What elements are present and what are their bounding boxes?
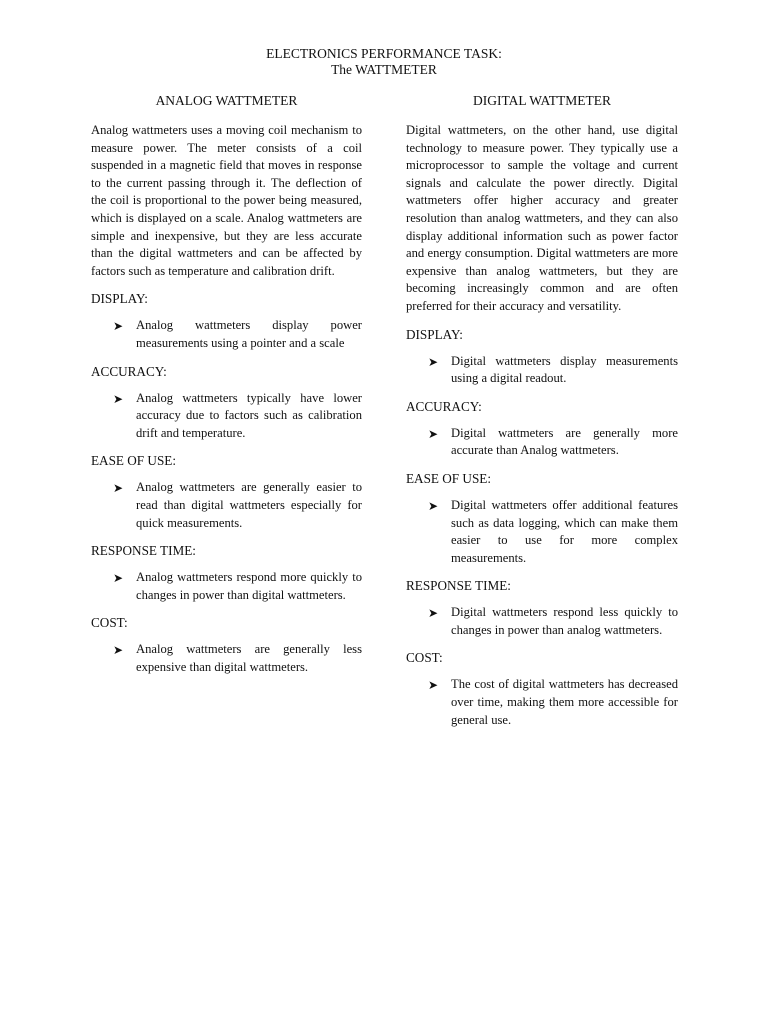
analog-accuracy-text: Analog wattmeters typically have lower accuracy due to factors such as calibration drift and temperature. xyxy=(136,390,362,440)
digital-heading: DIGITAL WATTMETER xyxy=(472,93,612,108)
analog-display-text: Analog wattmeters display power measurements using a pointer and a scale xyxy=(136,318,362,350)
analog-ease-text: Analog wattmeters are generally easier to read than digital wattmeters especially for quick measurements. xyxy=(136,480,362,530)
analog-column xyxy=(91,93,362,686)
digital-response-bullet xyxy=(406,604,678,639)
digital-ease-label: EASE OF USE: xyxy=(406,470,491,486)
analog-heading: ANALOG WATTMETER xyxy=(155,93,298,108)
digital-intro: Digital wattmeters, on the other hand, use digital technology to measure power. They typically use a microprocessor to sample the voltage and current signals and calculate the power directly. Digital wattmeters offer higher accuracy and greater resolution than analog wattmeters, and they can also display additional information such as power factor and energy consumption. Digital wattmeters are more expensive than analog wattmeters, but they are becoming increasingly common and are often preferred for their accuracy and versatility. xyxy=(406,123,678,313)
bullet-arrow-icon: ➤ xyxy=(113,643,124,658)
digital-response-label: RESPONSE TIME: xyxy=(406,578,511,594)
analog-response-text: Analog wattmeters respond more quickly to changes in power than digital wattmeters. xyxy=(136,570,362,602)
bullet-arrow-icon: ➤ xyxy=(113,391,124,406)
digital-cost-bullet xyxy=(406,676,678,729)
digital-accuracy-text: Digital wattmeters are generally more accurate than Analog wattmeters. xyxy=(451,425,678,458)
analog-cost-bullet xyxy=(91,641,362,676)
title-line-1: ELECTRONICS PERFORMANCE TASK: xyxy=(266,46,502,61)
digital-accuracy-label: ACCURACY: xyxy=(406,398,482,414)
digital-ease-text: Digital wattmeters offer additional features such as data logging, which can make them easier to use for more complex measurements. xyxy=(451,497,678,565)
analog-cost-text: Analog wattmeters are generally less expensive than digital wattmeters. xyxy=(136,642,362,674)
bullet-arrow-icon: ➤ xyxy=(428,426,439,441)
analog-accuracy-label: ACCURACY: xyxy=(91,363,167,379)
digital-display-text: Digital wattmeters display measurements using a digital readout. xyxy=(451,353,678,386)
analog-ease-bullet xyxy=(91,479,362,532)
bullet-arrow-icon: ➤ xyxy=(428,498,439,513)
bullet-arrow-icon: ➤ xyxy=(113,571,124,586)
analog-response-label: RESPONSE TIME: xyxy=(91,543,196,559)
document-title xyxy=(0,46,768,78)
analog-ease-label: EASE OF USE: xyxy=(91,453,176,469)
digital-ease-bullet xyxy=(406,497,678,567)
bullet-arrow-icon: ➤ xyxy=(428,354,439,369)
digital-column xyxy=(406,93,678,739)
digital-response-text: Digital wattmeters respond less quickly to changes in power than analog wattmeters. xyxy=(451,605,678,637)
analog-accuracy-bullet xyxy=(91,390,362,443)
analog-cost-label: COST: xyxy=(91,615,128,631)
digital-accuracy-bullet xyxy=(406,425,678,460)
analog-display-label: DISPLAY: xyxy=(91,291,148,307)
analog-intro: Analog wattmeters uses a moving coil mechanism to measure power. The meter consists of a coil suspended in a magnetic field that moves in response to the current passing through it. The deflection of the coil is proportional to the power being measured, which is displayed on a scale. Analog wattmeters are simple and inexpensive, but they are less accurate than the digital wattmeters and can be affected by factors such as temperature and calibration drift. xyxy=(91,123,362,278)
bullet-arrow-icon: ➤ xyxy=(428,678,439,693)
digital-cost-text: The cost of digital wattmeters has decreased over time, making them more accessible for general use. xyxy=(451,677,678,727)
digital-display-bullet xyxy=(406,353,678,388)
digital-cost-label: COST: xyxy=(406,650,443,666)
title-line-2: The WATTMETER xyxy=(331,62,437,77)
bullet-arrow-icon: ➤ xyxy=(113,481,124,496)
bullet-arrow-icon: ➤ xyxy=(428,606,439,621)
digital-display-label: DISPLAY: xyxy=(406,326,463,342)
analog-display-bullet xyxy=(91,317,362,352)
analog-response-bullet xyxy=(91,569,362,604)
bullet-arrow-icon: ➤ xyxy=(113,319,124,334)
